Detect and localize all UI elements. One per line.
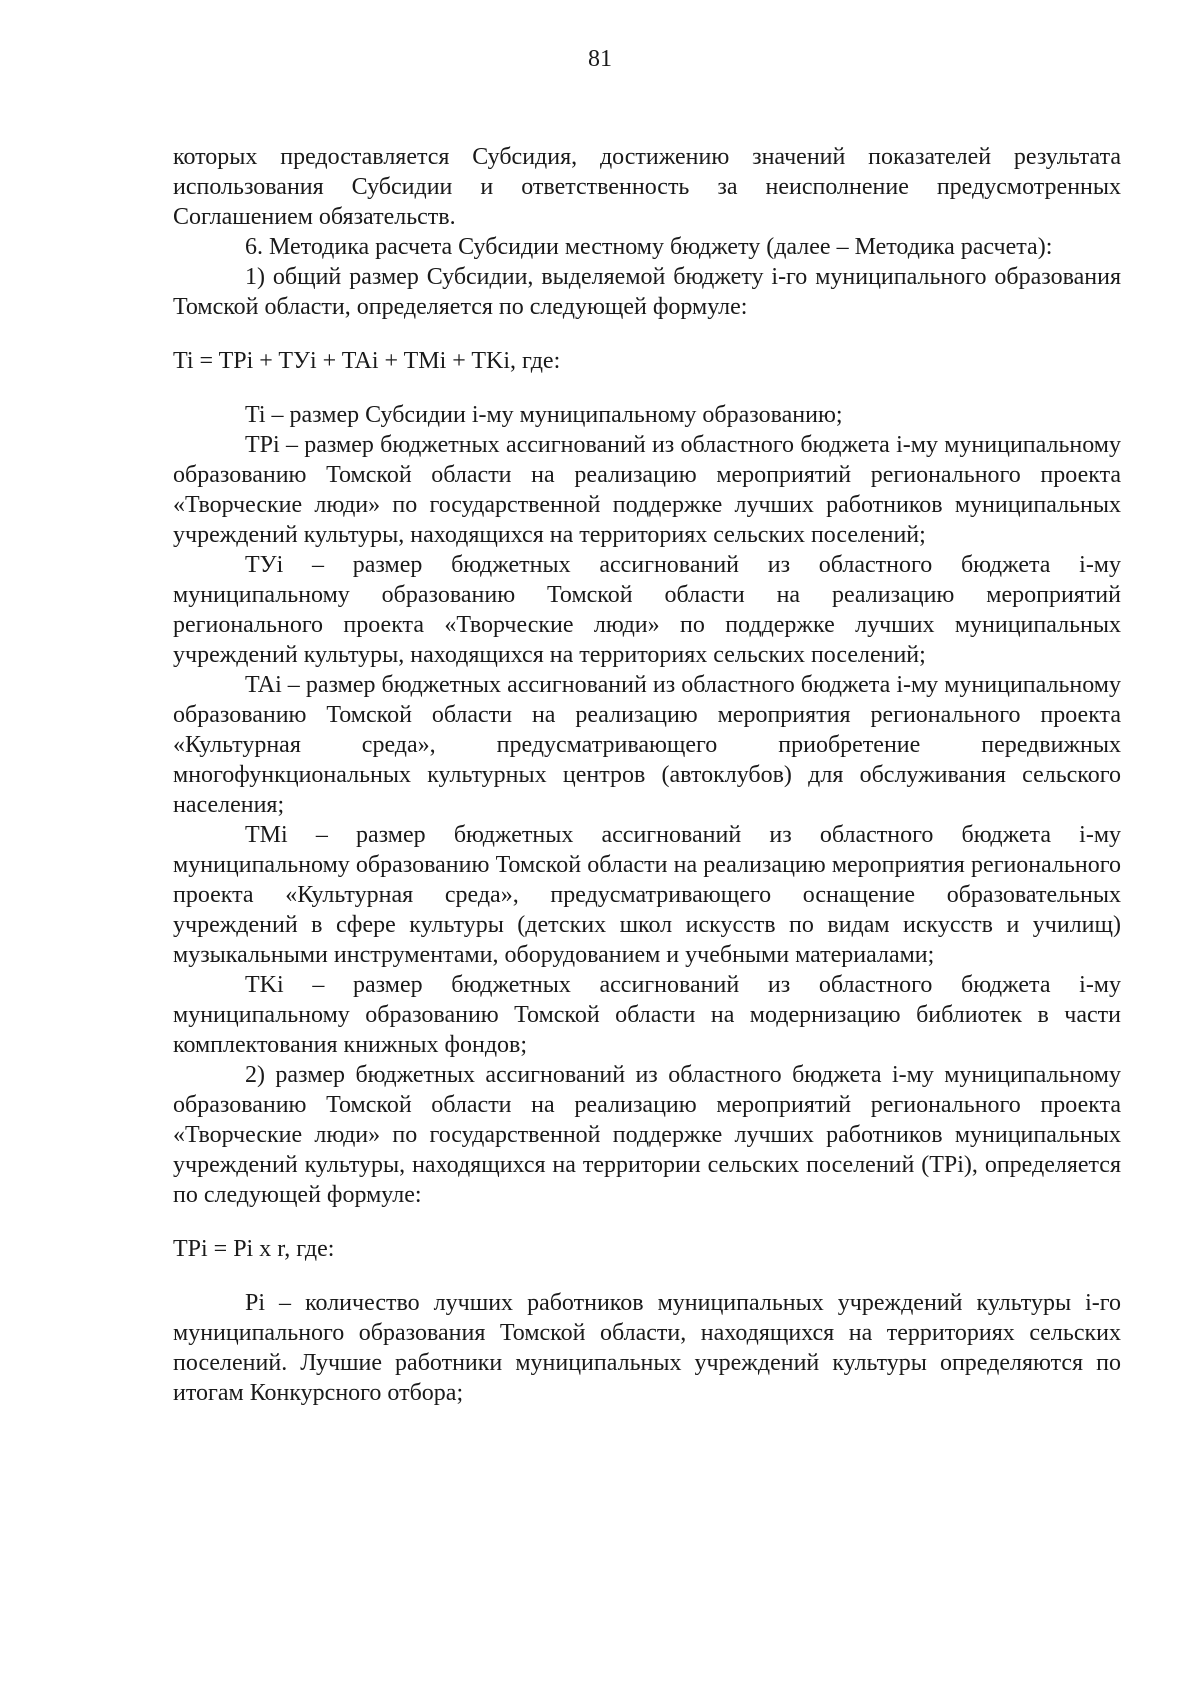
paragraph: 1) общий размер Субсидии, выделяемой бюджету i-го муниципального образования Томской области, определяется по следующей формуле: [173,264,1121,320]
paragraph: TKi – размер бюджетных ассигнований из областного бюджета i-му муниципальному образованию Томской области на модернизацию библиотек в части комплектования книжных фондов; [173,972,1121,1058]
paragraph: которых предоставляется Субсидия, достижению значений показателей результата использования Субсидии и ответственность за неисполнение предусмотренных Соглашением обязательств. [173,144,1121,230]
formula: Ti = TPi + TУi + TAi + TMi + TKi, где: [173,348,561,374]
paragraph: TAi – размер бюджетных ассигнований из областного бюджета i-му муниципальному образованию Томской области на реализацию мероприятия регионального проекта «Культурная среда», предусматривающего приобретение передвижных многофункциональных культурных центров (автоклубов) для обслуживания сельского населения; [173,672,1121,818]
paragraph: Pi – количество лучших работников муниципальных учреждений культуры i-го муниципального образования Томской области, находящихся на территориях сельских поселений. Лучшие работники муниципальных учреждений культуры определяются по итогам Конкурсного отбора; [173,1290,1121,1406]
paragraph: TMi – размер бюджетных ассигнований из областного бюджета i-му муниципальному образованию Томской области на реализацию мероприятия регионального проекта «Культурная среда», предусматривающего оснащение образовательных учреждений в сфере культуры (детских школ искусств по видам искусств и училищ) музыкальными инструментами, оборудованием и учебными материалами; [173,822,1121,968]
page-number: 81 [588,46,612,72]
paragraph: 2) размер бюджетных ассигнований из областного бюджета i-му муниципальному образованию Томской области на реализацию мероприятий регионального проекта «Творческие люди» по государственной поддержке лучших работников муниципальных учреждений культуры, находящихся на территории сельских поселений (TPi), определяется по следующей формуле: [173,1062,1121,1208]
paragraph: TУi – размер бюджетных ассигнований из областного бюджета i-му муниципальному образованию Томской области на реализацию мероприятий регионального проекта «Творческие люди» по поддержке лучших муниципальных учреждений культуры, находящихся на территориях сельских поселений; [173,552,1121,668]
formula: TPi = Pi x r, где: [173,1236,335,1262]
paragraph: Ti – размер Субсидии i-му муниципальному образованию; [245,402,843,428]
document-body [173,142,1121,1408]
paragraph: TPi – размер бюджетных ассигнований из областного бюджета i-му муниципальному образованию Томской области на реализацию мероприятий регионального проекта «Творческие люди» по государственной поддержке лучших работников муниципальных учреждений культуры, находящихся на территориях сельских поселений; [173,432,1121,548]
paragraph: 6. Методика расчета Субсидии местному бюджету (далее – Методика расчета): [245,234,1053,260]
